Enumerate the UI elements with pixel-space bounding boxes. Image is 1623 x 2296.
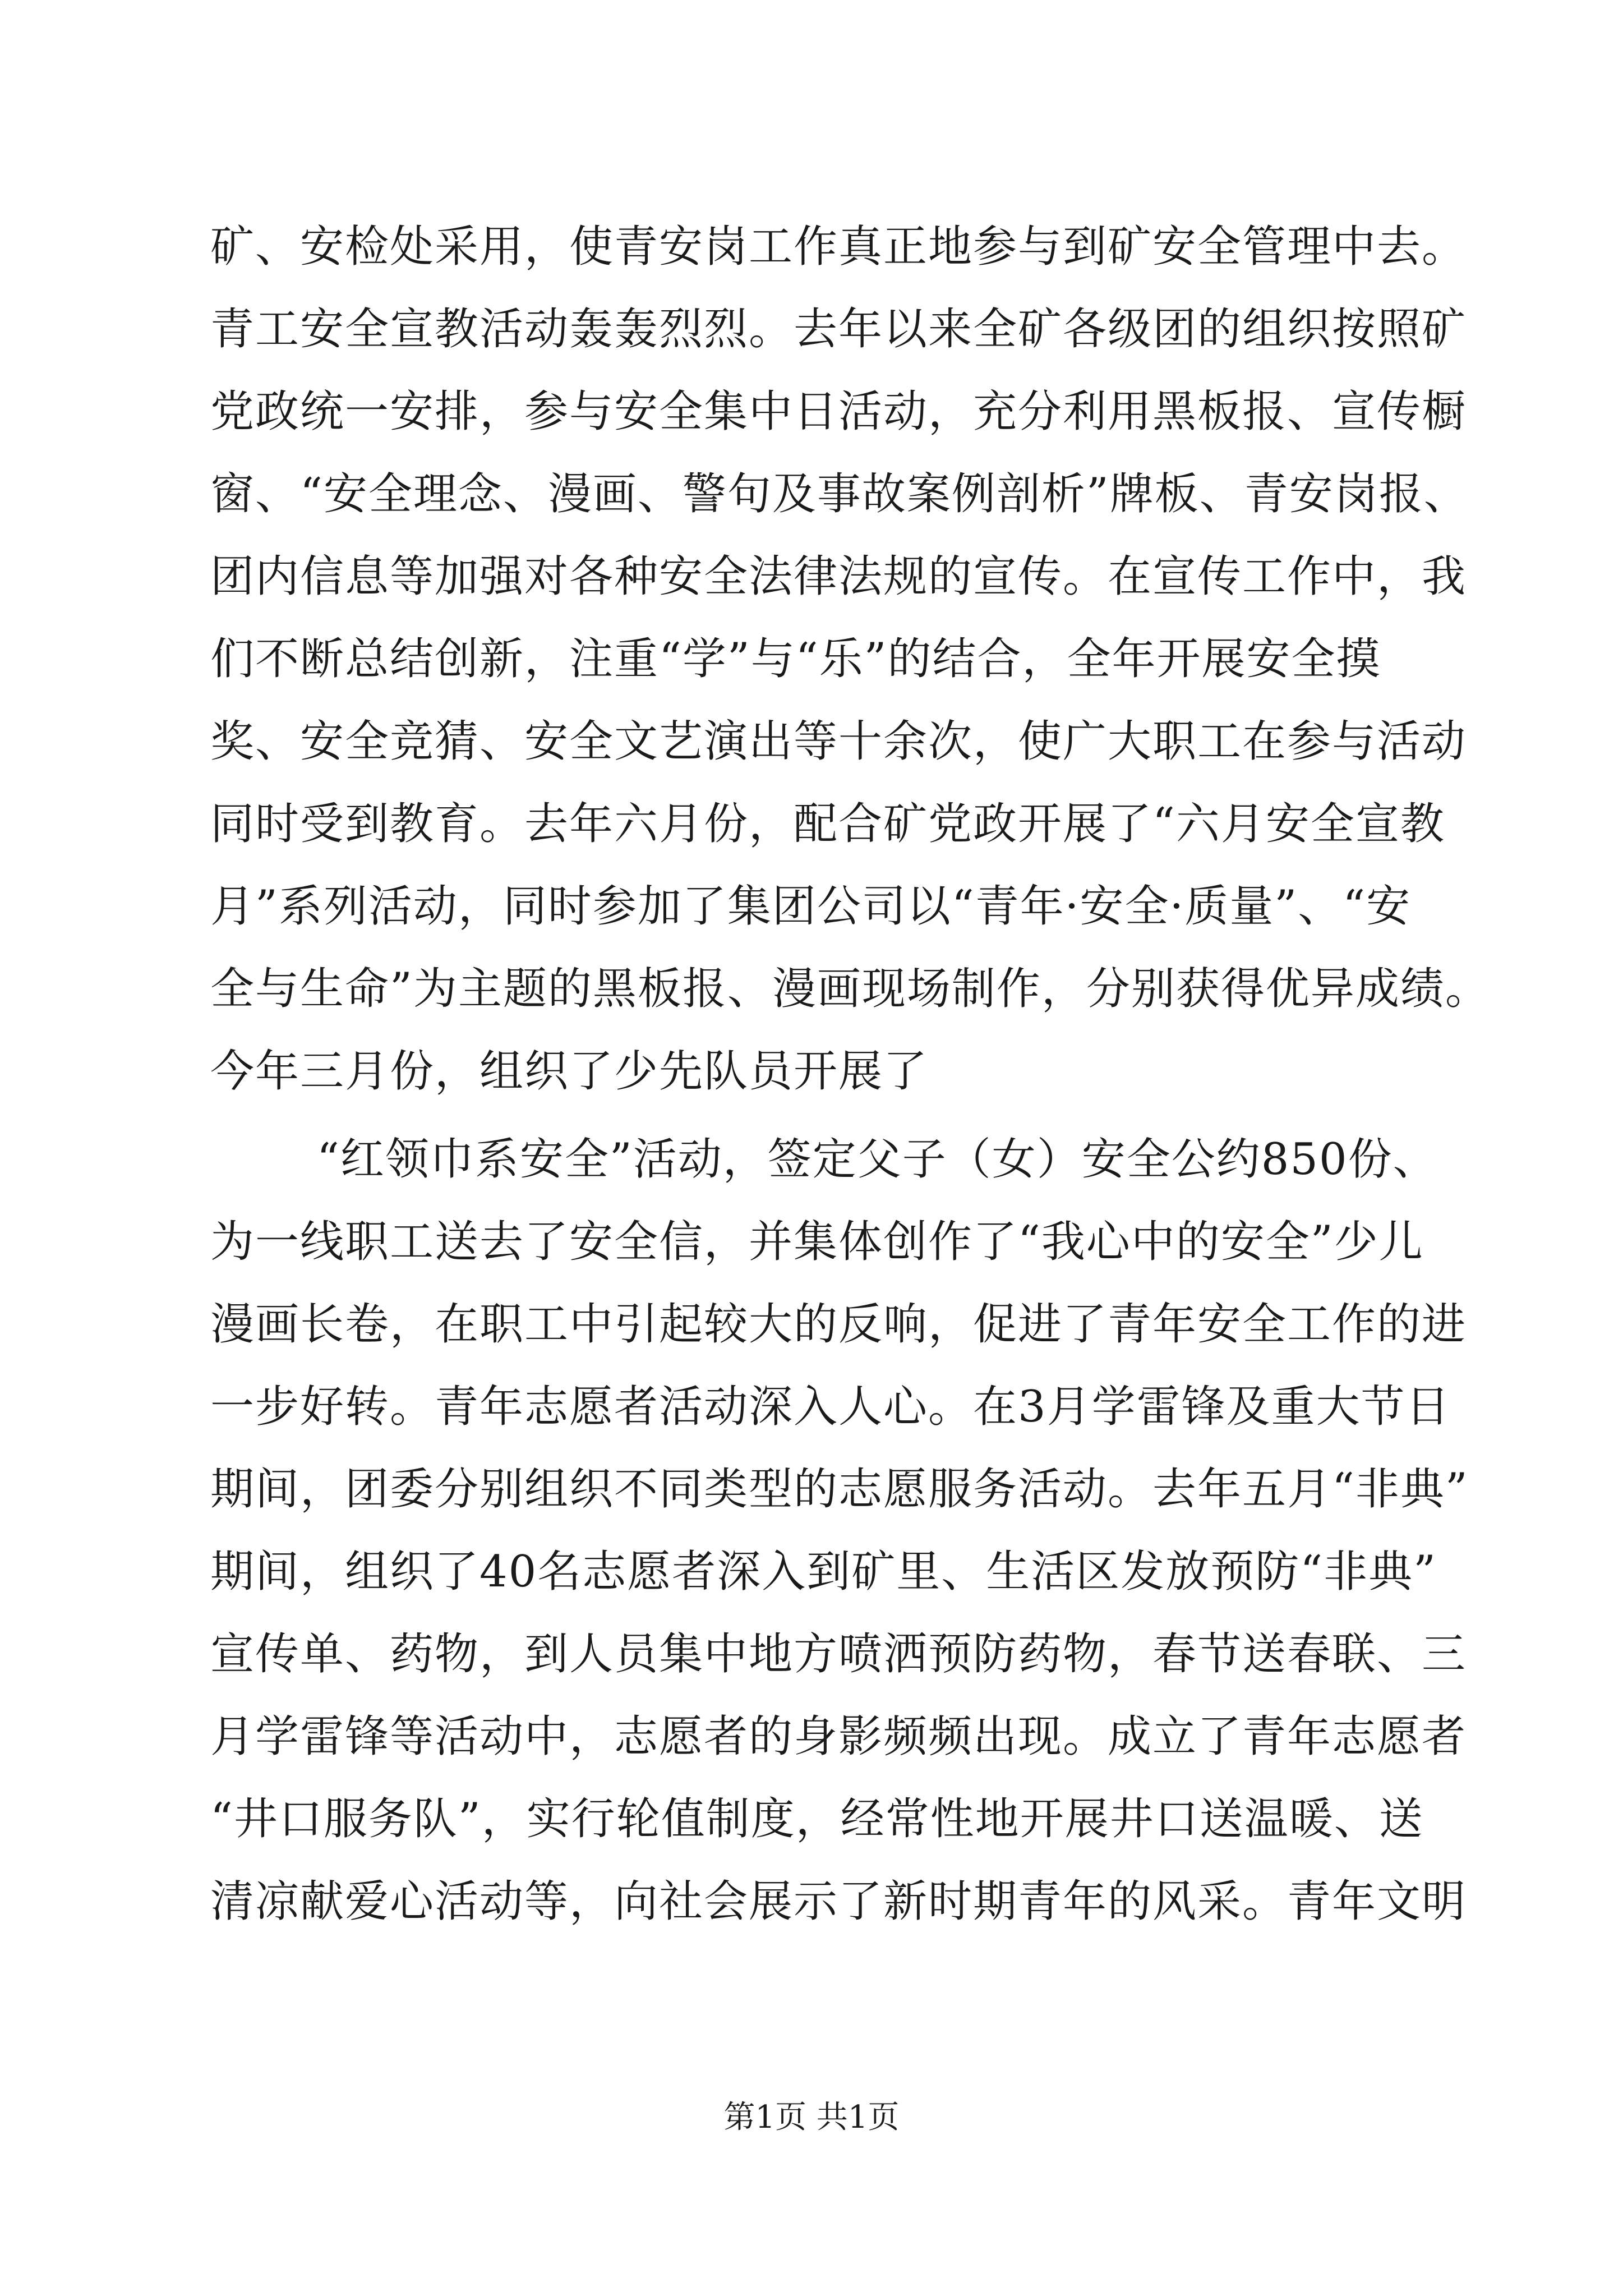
paragraph-line: 全与生命”为主题的黑板报、漫画现场制作，分别获得优异成绩。 [210, 964, 1490, 1014]
paragraph-line: 月”系列活动，同时参加了集团公司以“青年·安全·质量”、“安 [210, 881, 1412, 932]
paragraph-line: 宣传单、药物，到人员集中地方喷洒预防药物，春节送春联、三 [210, 1629, 1467, 1680]
paragraph-line: “井口服务队”，实行轮值制度，经常性地开展井口送温暖、送 [210, 1794, 1424, 1844]
paragraph-line: 漫画长卷，在职工中引起较大的反响，促进了青年安全工作的进 [210, 1299, 1467, 1350]
paragraph-line: 奖、安全竞猜、安全文艺演出等十余次，使广大职工在参与活动 [210, 716, 1467, 767]
paragraph-line: 为一线职工送去了安全信，并集体创作了“我心中的安全”少儿 [210, 1217, 1424, 1267]
paragraph-line: 团内信息等加强对各种安全法律法规的宣传。在宣传工作中，我 [210, 551, 1467, 602]
paragraph-line: “红领巾系安全”活动，签定父子（女）安全公约850份、 [317, 1134, 1438, 1185]
paragraph-line: 们不断总结创新，注重“学”与“乐”的结合，全年开展安全摸 [210, 634, 1381, 684]
paragraph-line: 月学雷锋等活动中，志愿者的身影频频出现。成立了青年志愿者 [210, 1711, 1467, 1762]
paragraph-line: 同时受到教育。去年六月份，配合矿党政开展了“六月安全宣教 [210, 799, 1445, 849]
paragraph-line: 清凉献爱心活动等，向社会展示了新时期青年的风采。青年文明 [210, 1876, 1467, 1927]
paragraph-line: 今年三月份，组织了少先队员开展了 [210, 1046, 929, 1097]
page-footer: 第1页 共1页 [723, 2099, 900, 2136]
paragraph-line: 党政统一安排，参与安全集中日活动，充分利用黑板报、宣传橱 [210, 386, 1467, 437]
paragraph-line: 矿、安检处采用，使青安岗工作真正地参与到矿安全管理中去。 [210, 222, 1467, 272]
paragraph-line: 窗、“安全理念、漫画、警句及事故案例剖析”牌板、青安岗报、 [210, 469, 1469, 519]
paragraph-line: 一步好转。青年志愿者活动深入人心。在3月学雷锋及重大节日 [210, 1382, 1451, 1432]
paragraph-line: 青工安全宣教活动轰轰烈烈。去年以来全矿各级团的组织按照矿 [210, 304, 1467, 355]
paragraph-line: 期间，组织了40名志愿者深入到矿里、生活区发放预防“非典” [210, 1547, 1437, 1597]
paragraph-line: 期间，团委分别组织不同类型的志愿服务活动。去年五月“非典” [210, 1464, 1469, 1515]
